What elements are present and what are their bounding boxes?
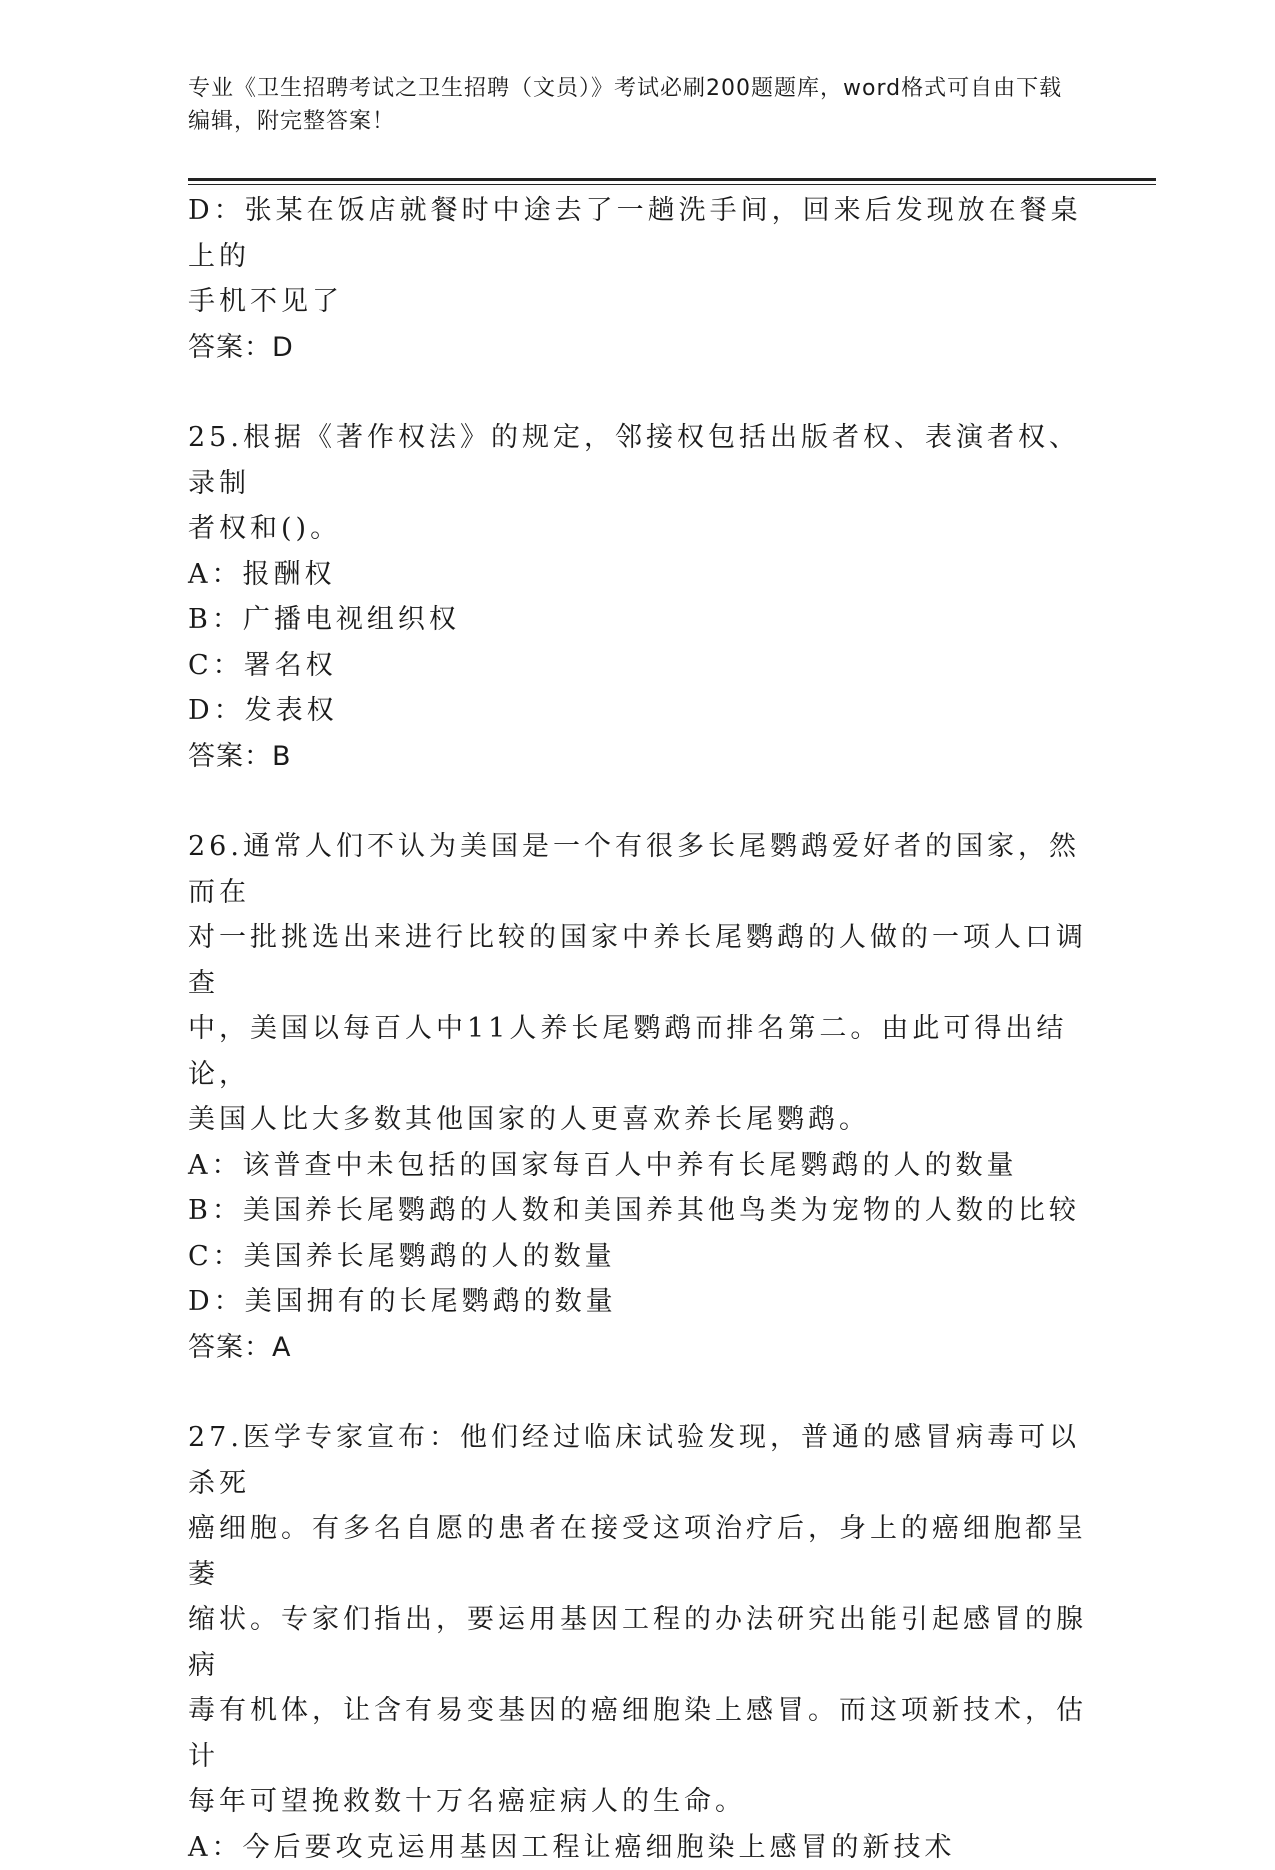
- document-header: 专业《卫生招聘考试之卫生招聘（文员）》考试必刷200题题库，word格式可自由下载编辑，附完整答案！: [188, 72, 1068, 138]
- question-stem: 27.医学专家宣布：他们经过临床试验发现，普通的感冒病毒可以杀死: [188, 1415, 1088, 1506]
- question-stem: 每年可望挽救数十万名癌症病人的生命。: [188, 1779, 1088, 1825]
- option-d-line-continued: 手机不见了: [188, 279, 1088, 325]
- option-a: A：该普查中未包括的国家每百人中养有长尾鹦鹉的人的数量: [188, 1143, 1088, 1189]
- question-stem: 中，美国以每百人中11人养长尾鹦鹉而排名第二。由此可得出结论，: [188, 1006, 1088, 1097]
- question-stem: 对一批挑选出来进行比较的国家中养长尾鹦鹉的人做的一项人口调查: [188, 915, 1088, 1006]
- option-a: A：报酬权: [188, 552, 1088, 598]
- option-d: D：美国拥有的长尾鹦鹉的数量: [188, 1279, 1088, 1325]
- question-26: [188, 824, 1088, 1370]
- question-stem: 缩状。专家们指出，要运用基因工程的办法研究出能引起感冒的腺病: [188, 1597, 1088, 1688]
- header-rule-thick: [188, 178, 1156, 181]
- header-rule-thin: [188, 184, 1156, 185]
- question-stem: 26.通常人们不认为美国是一个有很多长尾鹦鹉爱好者的国家，然而在: [188, 824, 1088, 915]
- option-b: B：美国养长尾鹦鹉的人数和美国养其他鸟类为宠物的人数的比较: [188, 1188, 1088, 1234]
- question-stem: 美国人比大多数其他国家的人更喜欢养长尾鹦鹉。: [188, 1097, 1088, 1143]
- question-stem: 25.根据《著作权法》的规定，邻接权包括出版者权、表演者权、录制: [188, 415, 1088, 506]
- question-25: [188, 415, 1088, 779]
- question-stem: 癌细胞。有多名自愿的患者在接受这项治疗后，身上的癌细胞都呈萎: [188, 1506, 1088, 1597]
- question-27: [188, 1415, 1088, 1870]
- question-stem: 者权和()。: [188, 506, 1088, 552]
- option-d-line: D：张某在饭店就餐时中途去了一趟洗手间，回来后发现放在餐桌上的: [188, 188, 1088, 279]
- question-stem: 毒有机体，让含有易变基因的癌细胞染上感冒。而这项新技术，估计: [188, 1688, 1088, 1779]
- answer-label: 答案：B: [188, 734, 1088, 780]
- answer-label: 答案：D: [188, 325, 1088, 371]
- option-a: A：今后要攻克运用基因工程让癌细胞染上感冒的新技术: [188, 1825, 1088, 1870]
- option-d: D：发表权: [188, 688, 1088, 734]
- option-c: C：美国养长尾鹦鹉的人的数量: [188, 1234, 1088, 1280]
- option-b: B：广播电视组织权: [188, 597, 1088, 643]
- option-c: C：署名权: [188, 643, 1088, 689]
- answer-label: 答案：A: [188, 1325, 1088, 1371]
- question-content: [188, 188, 1088, 1870]
- previous-question-tail: [188, 188, 1088, 370]
